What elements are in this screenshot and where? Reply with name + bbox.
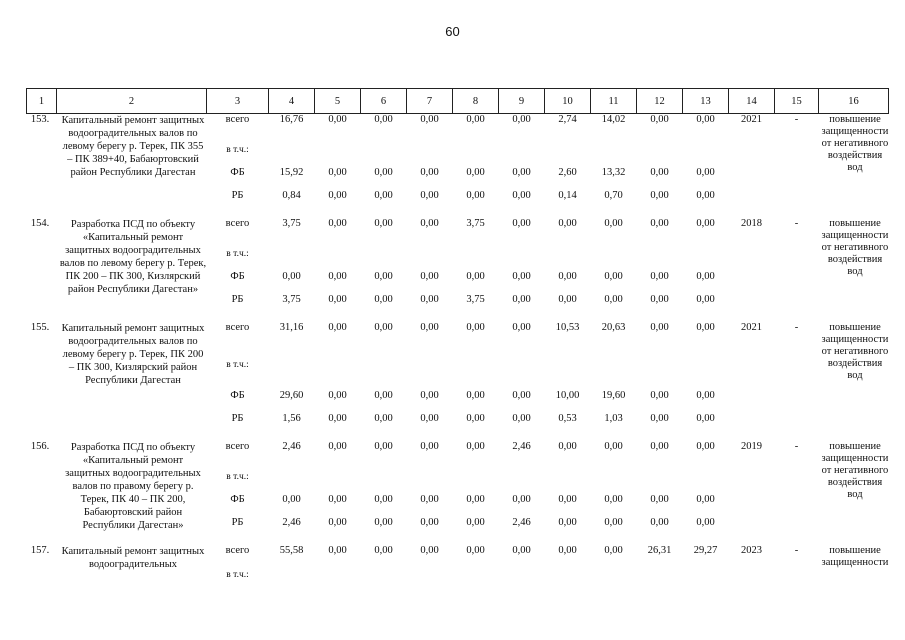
rb-value: 0,00 xyxy=(328,190,347,201)
fb-label: ФБ xyxy=(230,271,245,282)
fb-value: 0,00 xyxy=(512,271,531,282)
empty-cell xyxy=(269,138,315,161)
budget-table xyxy=(26,88,889,585)
fb-value: 0,00 xyxy=(604,494,623,505)
total-value: 0,00 xyxy=(466,322,485,333)
empty-cell xyxy=(453,346,499,384)
rb-value: 2,46 xyxy=(512,517,531,528)
total-value: 0,00 xyxy=(328,441,347,452)
page-number: 60 xyxy=(445,24,460,39)
rb-value: 0,00 xyxy=(696,294,715,305)
empty-cell xyxy=(407,242,453,265)
rb-value: 0,00 xyxy=(328,294,347,305)
fb-value: 0,00 xyxy=(512,390,531,401)
fb-value: 0,00 xyxy=(696,494,715,505)
empty-cell xyxy=(683,138,729,161)
gap-cell xyxy=(27,430,889,441)
gap-cell xyxy=(27,534,889,545)
empty-cell xyxy=(315,138,361,161)
rb-value: 1,56 xyxy=(282,413,301,424)
fb-value: 0,00 xyxy=(374,167,393,178)
fb-value: 15,92 xyxy=(279,167,304,178)
empty-cell xyxy=(269,465,315,488)
empty-cell xyxy=(683,465,729,488)
row-number: 155. xyxy=(30,322,50,333)
total-value: 0,00 xyxy=(374,218,393,229)
header-row xyxy=(27,89,889,114)
table-row xyxy=(27,322,889,346)
total-value: 0,00 xyxy=(328,322,347,333)
fb-value: 0,00 xyxy=(558,271,577,282)
total-value: 0,00 xyxy=(420,114,439,125)
empty-cell xyxy=(361,242,407,265)
col-header: 9 xyxy=(499,89,545,114)
table-row xyxy=(27,545,889,565)
table-row xyxy=(27,218,889,242)
fb-value: 0,00 xyxy=(328,271,347,282)
rb-value: 0,00 xyxy=(420,190,439,201)
fb-value: 0,00 xyxy=(696,390,715,401)
empty-cell xyxy=(591,138,637,161)
rb-value: 0,00 xyxy=(328,517,347,528)
total-value: 55,58 xyxy=(279,545,304,556)
fb-value: 0,00 xyxy=(420,390,439,401)
fb-value: 13,32 xyxy=(601,167,626,178)
fb-label: ФБ xyxy=(230,390,245,401)
total-value: 0,00 xyxy=(328,545,347,556)
total-value: 20,63 xyxy=(601,322,626,333)
empty-cell xyxy=(453,138,499,161)
fb-value: 0,00 xyxy=(512,494,531,505)
total-value: 0,00 xyxy=(420,218,439,229)
fb-value: 0,00 xyxy=(420,271,439,282)
empty-cell xyxy=(637,346,683,384)
rb-label: РБ xyxy=(231,413,244,424)
total-value: 0,00 xyxy=(604,441,623,452)
fb-value: 0,00 xyxy=(650,494,669,505)
rb-value: 0,00 xyxy=(374,413,393,424)
dash: - xyxy=(794,218,799,229)
total-label: всего xyxy=(225,218,250,229)
rb-value: 0,00 xyxy=(466,190,485,201)
total-value: 29,27 xyxy=(693,545,718,556)
fb-value: 0,00 xyxy=(282,494,301,505)
total-value: 0,00 xyxy=(512,545,531,556)
empty-cell xyxy=(683,346,729,384)
fb-value: 0,00 xyxy=(512,167,531,178)
rb-value: 0,00 xyxy=(558,517,577,528)
total-value: 0,00 xyxy=(420,322,439,333)
col-header: 7 xyxy=(407,89,453,114)
total-value: 0,00 xyxy=(650,114,669,125)
rb-value: 0,00 xyxy=(512,294,531,305)
fb-value: 0,00 xyxy=(696,167,715,178)
rb-value: 0,00 xyxy=(512,413,531,424)
empty-cell xyxy=(269,565,315,585)
empty-cell xyxy=(591,565,637,585)
total-value: 0,00 xyxy=(696,218,715,229)
empty-cell xyxy=(269,242,315,265)
total-value: 0,00 xyxy=(604,218,623,229)
total-value: 0,00 xyxy=(696,441,715,452)
total-value: 2,46 xyxy=(282,441,301,452)
fb-value: 0,00 xyxy=(374,271,393,282)
total-value: 0,00 xyxy=(328,114,347,125)
empty-cell xyxy=(315,242,361,265)
gap-cell xyxy=(27,207,889,218)
fb-value: 0,00 xyxy=(420,167,439,178)
empty-cell xyxy=(637,565,683,585)
row-gap xyxy=(27,430,889,441)
object-title: Капитальный ремонт защитных водооградительных валов по левому берегу р. Терек, ПК 355 – ПК 389+40, Бабаюртовский район Республики Дагестан xyxy=(61,115,205,178)
total-value: 3,75 xyxy=(466,218,485,229)
total-value: 3,75 xyxy=(282,218,301,229)
total-value: 0,00 xyxy=(558,218,577,229)
empty-cell xyxy=(407,138,453,161)
empty-cell xyxy=(683,242,729,265)
total-value: 0,00 xyxy=(558,545,577,556)
result-text: повышение защищенности от негативного воздействия вод xyxy=(821,322,889,381)
result-text: повышение защищенности от негативного воздействия вод xyxy=(821,441,889,500)
fb-value: 0,00 xyxy=(466,167,485,178)
table-row xyxy=(27,114,889,139)
empty-cell xyxy=(499,242,545,265)
empty-cell xyxy=(499,465,545,488)
fb-value: 0,00 xyxy=(696,271,715,282)
object-title: Разработка ПСД по объекту «Капитальный ремонт защитных водооградительных валов по левому берегу р. Терек, ПК 200 – ПК 300, Кизлярский район Республики Дагестан» xyxy=(59,219,207,295)
fb-label: ФБ xyxy=(230,494,245,505)
total-value: 0,00 xyxy=(466,114,485,125)
rb-value: 0,00 xyxy=(374,294,393,305)
incl-label: в т.ч.: xyxy=(226,248,249,259)
col-header: 4 xyxy=(269,89,315,114)
row-gap xyxy=(27,207,889,218)
empty-cell xyxy=(637,138,683,161)
rb-value: 0,00 xyxy=(374,190,393,201)
rb-value: 2,46 xyxy=(282,517,301,528)
total-label: всего xyxy=(225,545,250,556)
total-value: 2,74 xyxy=(558,114,577,125)
rb-value: 0,00 xyxy=(420,294,439,305)
row-number: 154. xyxy=(30,218,50,229)
rb-value: 0,14 xyxy=(558,190,577,201)
col-header: 12 xyxy=(637,89,683,114)
total-value: 0,00 xyxy=(466,441,485,452)
empty-cell xyxy=(591,465,637,488)
rb-value: 0,00 xyxy=(558,294,577,305)
incl-label: в т.ч.: xyxy=(226,471,249,482)
total-value: 31,16 xyxy=(279,322,304,333)
rb-value: 0,00 xyxy=(374,517,393,528)
rb-label: РБ xyxy=(231,517,244,528)
total-value: 16,76 xyxy=(279,114,304,125)
empty-cell xyxy=(545,565,591,585)
empty-cell xyxy=(407,346,453,384)
rb-value: 0,00 xyxy=(696,413,715,424)
rb-value: 0,00 xyxy=(420,517,439,528)
empty-cell xyxy=(637,242,683,265)
fb-value: 0,00 xyxy=(466,271,485,282)
rb-value: 0,53 xyxy=(558,413,577,424)
rb-value: 0,00 xyxy=(604,517,623,528)
year: 2021 xyxy=(741,322,762,333)
empty-cell xyxy=(591,346,637,384)
empty-cell xyxy=(315,565,361,585)
total-value: 26,31 xyxy=(647,545,672,556)
dash: - xyxy=(794,322,799,333)
empty-cell xyxy=(315,465,361,488)
fb-value: 0,00 xyxy=(650,167,669,178)
fb-value: 0,00 xyxy=(650,390,669,401)
total-label: всего xyxy=(225,114,250,125)
year: 2023 xyxy=(741,545,762,556)
total-value: 0,00 xyxy=(650,218,669,229)
object-title: Разработка ПСД по объекту «Капитальный ремонт защитных водооградительных валов по правому берегу р. Терек, ПК 40 – ПК 200, Бабаюртовский район Республики Дагестан» xyxy=(65,442,201,531)
result-text: повышение защищенности от негативного воздействия вод xyxy=(821,114,889,173)
total-value: 0,00 xyxy=(604,545,623,556)
year: 2018 xyxy=(741,218,762,229)
empty-cell xyxy=(545,242,591,265)
total-value: 0,00 xyxy=(328,218,347,229)
col-header: 15 xyxy=(775,89,819,114)
rb-value: 0,00 xyxy=(512,190,531,201)
total-value: 0,00 xyxy=(374,441,393,452)
col-header: 5 xyxy=(315,89,361,114)
total-label: всего xyxy=(225,322,250,333)
fb-value: 0,00 xyxy=(466,494,485,505)
fb-value: 0,00 xyxy=(328,390,347,401)
fb-value: 0,00 xyxy=(374,494,393,505)
table-row xyxy=(27,441,889,465)
fb-value: 0,00 xyxy=(558,494,577,505)
rb-label: РБ xyxy=(231,190,244,201)
total-value: 0,00 xyxy=(650,322,669,333)
fb-value: 19,60 xyxy=(601,390,626,401)
empty-cell xyxy=(453,565,499,585)
rb-value: 3,75 xyxy=(466,294,485,305)
year: 2021 xyxy=(741,114,762,125)
empty-cell xyxy=(453,465,499,488)
incl-label: в т.ч.: xyxy=(226,360,249,370)
col-header: 2 xyxy=(57,89,207,114)
rb-value: 0,00 xyxy=(466,517,485,528)
empty-cell xyxy=(545,346,591,384)
fb-value: 29,60 xyxy=(279,390,304,401)
fb-value: 0,00 xyxy=(282,271,301,282)
fb-value: 10,00 xyxy=(555,390,580,401)
fb-value: 0,00 xyxy=(650,271,669,282)
empty-cell xyxy=(315,346,361,384)
total-value: 0,00 xyxy=(558,441,577,452)
col-header: 1 xyxy=(27,89,57,114)
row-number: 156. xyxy=(30,441,50,452)
empty-cell xyxy=(361,465,407,488)
col-header: 10 xyxy=(545,89,591,114)
fb-value: 0,00 xyxy=(466,390,485,401)
total-label: всего xyxy=(225,441,250,452)
total-value: 0,00 xyxy=(466,545,485,556)
result-text: повышение защищенности xyxy=(821,545,889,568)
empty-cell xyxy=(269,346,315,384)
fb-value: 0,00 xyxy=(328,494,347,505)
rb-value: 0,00 xyxy=(328,413,347,424)
empty-cell xyxy=(361,346,407,384)
total-value: 0,00 xyxy=(512,218,531,229)
empty-cell xyxy=(499,346,545,384)
empty-cell xyxy=(499,565,545,585)
fb-label: ФБ xyxy=(230,167,245,178)
total-value: 14,02 xyxy=(601,114,626,125)
dash: - xyxy=(794,545,799,556)
result-text: повышение защищенности от негативного воздействия вод xyxy=(821,218,889,277)
object-title: Капитальный ремонт защитных водооградительных валов по левому берегу р. Терек, ПК 200 – ПК 300, Кизлярский район Республики Дагестан xyxy=(61,323,205,386)
row-number: 157. xyxy=(30,545,50,556)
total-value: 2,46 xyxy=(512,441,531,452)
dash: - xyxy=(794,114,799,125)
fb-value: 0,00 xyxy=(420,494,439,505)
empty-cell xyxy=(453,242,499,265)
rb-value: 0,00 xyxy=(696,190,715,201)
rb-value: 0,00 xyxy=(696,517,715,528)
total-value: 10,53 xyxy=(555,322,580,333)
col-header: 13 xyxy=(683,89,729,114)
col-header: 8 xyxy=(453,89,499,114)
rb-value: 0,00 xyxy=(604,294,623,305)
row-gap xyxy=(27,311,889,322)
row-gap xyxy=(27,534,889,545)
rb-value: 3,75 xyxy=(282,294,301,305)
fb-value: 2,60 xyxy=(558,167,577,178)
year: 2019 xyxy=(741,441,762,452)
col-header: 11 xyxy=(591,89,637,114)
empty-cell xyxy=(499,138,545,161)
empty-cell xyxy=(407,465,453,488)
rb-label: РБ xyxy=(231,294,244,305)
empty-cell xyxy=(407,565,453,585)
total-value: 0,00 xyxy=(374,322,393,333)
total-value: 0,00 xyxy=(512,322,531,333)
rb-value: 0,00 xyxy=(650,190,669,201)
total-value: 0,00 xyxy=(374,545,393,556)
rb-value: 0,70 xyxy=(604,190,623,201)
incl-label: в т.ч.: xyxy=(226,144,249,155)
gap-cell xyxy=(27,311,889,322)
total-value: 0,00 xyxy=(650,441,669,452)
total-value: 0,00 xyxy=(512,114,531,125)
rb-value: 0,00 xyxy=(650,294,669,305)
dash: - xyxy=(794,441,799,452)
rb-value: 0,84 xyxy=(282,190,301,201)
total-value: 0,00 xyxy=(696,322,715,333)
total-value: 0,00 xyxy=(374,114,393,125)
empty-cell xyxy=(545,138,591,161)
col-header: 6 xyxy=(361,89,407,114)
fb-value: 0,00 xyxy=(374,390,393,401)
total-value: 0,00 xyxy=(420,441,439,452)
empty-cell xyxy=(361,565,407,585)
col-header: 3 xyxy=(207,89,269,114)
rb-value: 1,03 xyxy=(604,413,623,424)
total-value: 0,00 xyxy=(420,545,439,556)
rb-value: 0,00 xyxy=(650,413,669,424)
rb-value: 0,00 xyxy=(650,517,669,528)
object-title: Капитальный ремонт защитных водооградительных xyxy=(61,546,205,570)
fb-value: 0,00 xyxy=(604,271,623,282)
empty-cell xyxy=(683,565,729,585)
rb-value: 0,00 xyxy=(466,413,485,424)
empty-cell xyxy=(591,242,637,265)
rb-value: 0,00 xyxy=(420,413,439,424)
total-value: 0,00 xyxy=(696,114,715,125)
fb-value: 0,00 xyxy=(328,167,347,178)
col-header: 16 xyxy=(819,89,889,114)
row-number: 153. xyxy=(30,114,50,125)
col-header: 14 xyxy=(729,89,775,114)
empty-cell xyxy=(637,465,683,488)
empty-cell xyxy=(361,138,407,161)
incl-label: в т.ч.: xyxy=(226,570,249,580)
empty-cell xyxy=(545,465,591,488)
